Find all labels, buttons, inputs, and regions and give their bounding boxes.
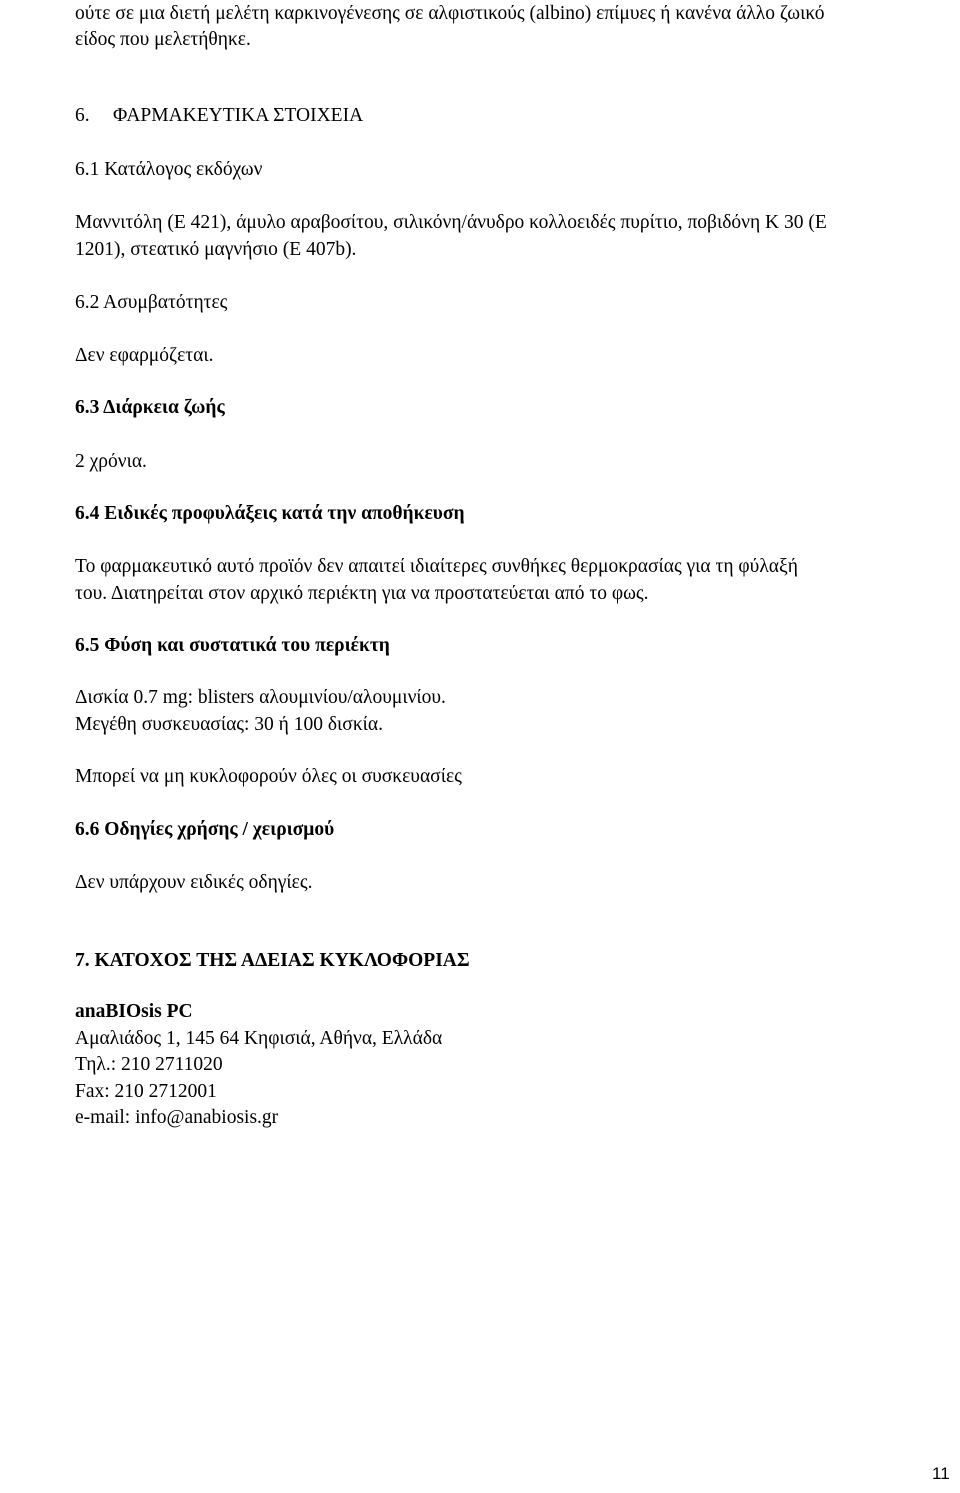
heading-6-3: 6.3 Διάρκεια ζωής [75,397,225,418]
page-number: 11 [932,1464,950,1483]
container-line-3: Μπορεί να μη κυκλοφορούν όλες οι συσκευασίες [75,766,462,787]
storage-line-1: Το φαρμακευτικό αυτό προϊόν δεν απαιτεί ιδιαίτερες συνθήκες θερμοκρασίας για τη φύλαξή [75,556,798,577]
container-line-1: Δισκία 0.7 mg: blisters αλουμινίου/αλουμινίου. [75,687,446,708]
section-6-title: ΦΑΡΜΑΚΕΥΤΙΚΑ ΣΤΟΙΧΕΙΑ [113,105,364,126]
excipients-line-2: 1201), στεατικό μαγνήσιο (E 407b). [75,239,357,260]
storage-line-2: του. Διατηρείται στον αρχικό περιέκτη για να προστατεύεται από το φως. [75,583,649,604]
incompatibilities-text: Δεν εφαρμόζεται. [75,345,214,366]
company-phone: Τηλ.: 210 2711020 [75,1054,223,1075]
intro-line-2: είδος που μελετήθηκε. [75,29,251,50]
heading-6-1: 6.1 Κατάλογος εκδόχων [75,159,263,180]
company-address: Αμαλιάδος 1, 145 64 Κηφισιά, Αθήνα, Ελλάδα [75,1028,443,1049]
heading-6-5: 6.5 Φύση και συστατικά του περιέκτη [75,635,390,656]
section-6-number: 6. [75,105,90,126]
shelf-life-text: 2 χρόνια. [75,451,147,472]
heading-6-6: 6.6 Οδηγίες χρήσης / χειρισμού [75,819,335,840]
handling-text: Δεν υπάρχουν ειδικές οδηγίες. [75,872,313,893]
section-7-title: 7. ΚΑΤΟΧΟΣ ΤΗΣ ΑΔΕΙΑΣ ΚΥΚΛΟΦΟΡΙΑΣ [75,950,470,971]
container-line-2: Μεγέθη συσκευασίας: 30 ή 100 δισκία. [75,714,383,735]
intro-line-1: ούτε σε μια διετή μελέτη καρκινογένεσης σε αλφιστικούς (albino) επίμυες ή κανένα άλλο ζωικό [75,3,825,24]
heading-6-4: 6.4 Ειδικές προφυλάξεις κατά την αποθήκευση [75,503,465,524]
excipients-line-1: Μαννιτόλη (E 421), άμυλο αραβοσίτου, σιλικόνη/άνυδρο κολλοειδές πυρίτιο, ποβιδόνη K 30 (E [75,212,827,233]
company-name: anaBIOsis PC [75,1001,193,1022]
company-email: e-mail: info@anabiosis.gr [75,1107,279,1128]
heading-6-2: 6.2 Ασυμβατότητες [75,292,228,313]
company-fax: Fax: 210 2712001 [75,1081,217,1102]
